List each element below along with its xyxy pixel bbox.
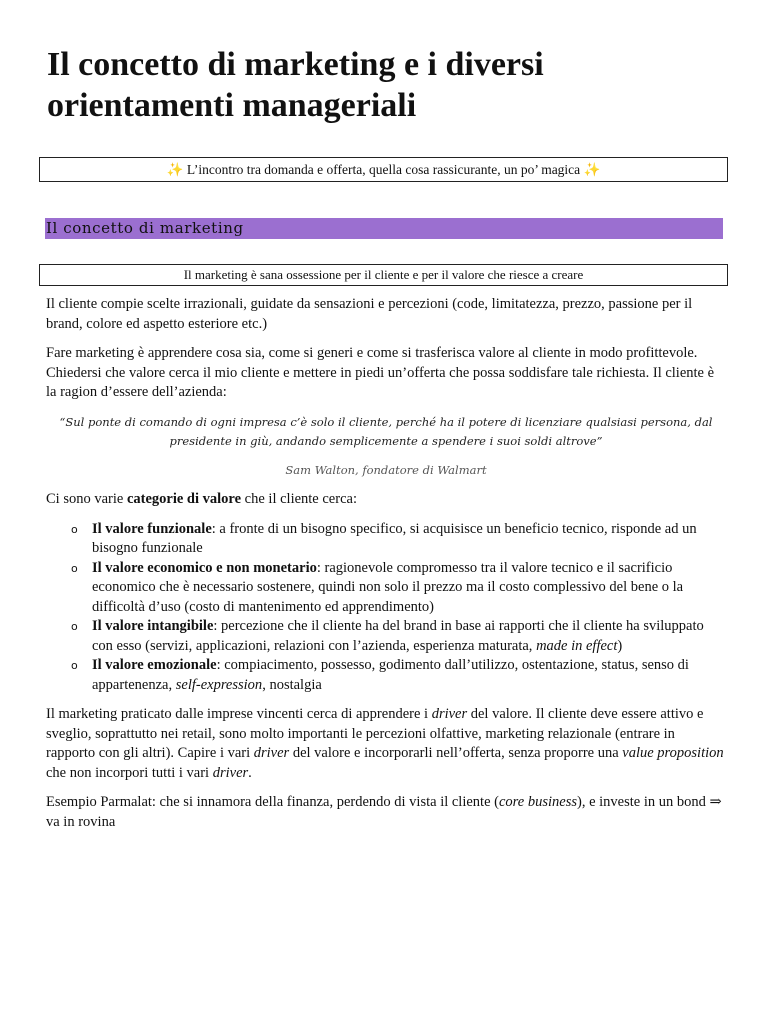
- paragraph-doing-marketing: Fare marketing è apprendere cosa sia, come si generi e come si trasferisca valore al cliente in modo profittevole. Chiedersi che valore cerca il mio cliente e mettere in piedi un’offerta che possa soddisfare tale richiesta. Il cliente è la ragion d’essere dell’azienda:: [46, 345, 715, 400]
- page-title: Il concetto di marketing e i diversi orientamenti manageriali: [47, 46, 544, 124]
- list-item-after: , nostalgia: [262, 676, 322, 693]
- section-heading: Il concetto di marketing: [45, 218, 723, 239]
- paragraph-parmalat-example: [46, 793, 726, 832]
- quote-text: “Sul ponte di comando di ogni impresa c’è solo il cliente, perché ha il potere di licenziare qualsiasi persona, dal presidente in giù, andando semplicemente a spendere i suoi soldi altrove”: [59, 414, 713, 448]
- bullet-icon: o: [71, 659, 78, 672]
- tagline-box: ✨ L’incontro tra domanda e offerta, quella cosa rassicurante, un po’ magica ✨: [39, 157, 728, 182]
- list-item-economic-value: [46, 559, 726, 618]
- drivers-text-1: Il marketing praticato dalle imprese vincenti cerca di apprendere i: [46, 706, 432, 722]
- list-item-emphasis: made in effect: [536, 637, 618, 654]
- example-text-1: Esempio Parmalat: che si innamora della finanza, perdendo di vista il cliente (: [46, 794, 499, 810]
- list-item-label: Il valore economico e non monetario: [92, 559, 317, 576]
- drivers-emphasis-3: value proposition: [622, 745, 724, 761]
- list-item-text: : percezione che il cliente ha del brand in base ai rapporti che il cliente ha sviluppato con esso (servizi, applicazioni, relazioni con l’azienda, esperienza maturata,: [92, 618, 704, 654]
- list-item-label: Il valore funzionale: [92, 520, 212, 537]
- drivers-text-4: che non incorpori tutti i vari: [46, 764, 213, 781]
- list-item-functional-value: [46, 520, 726, 559]
- bullet-icon: o: [71, 522, 78, 536]
- bullet-icon: o: [71, 620, 78, 633]
- value-categories-list: [46, 520, 726, 696]
- bullet-icon: o: [71, 561, 78, 575]
- list-item-intangible-value: [46, 617, 726, 656]
- categories-intro-bold: categorie di valore: [126, 491, 242, 507]
- example-text-2: ), e investe in un bond ⇒ va in rovina: [46, 794, 722, 830]
- example-emphasis: core business: [498, 794, 577, 810]
- drivers-emphasis-2: driver: [253, 745, 290, 761]
- list-item-after: ): [617, 637, 623, 654]
- list-item-text: : ragionevole compromesso tra il valore tecnico e il sacrificio economico che è necessario sostenere, quindi non solo il prezzo ma il costo complessivo del bene o la difficoltà d’uso (costo di mantenimento ed apprendimento): [92, 559, 684, 615]
- list-item-emotional-value: [46, 656, 726, 695]
- drivers-text-5: .: [248, 764, 252, 781]
- categories-intro: [46, 490, 726, 510]
- categories-intro-before: Ci sono varie: [46, 491, 127, 507]
- list-item-text: : compiacimento, possesso, godimento dall’utilizzo, ostentazione, status, senso di appartenenza,: [92, 657, 689, 693]
- list-item-label: Il valore intangibile: [92, 618, 214, 634]
- body-text: [46, 295, 726, 842]
- paragraph-irrational-choices: Il cliente compie scelte irrazionali, guidate da sensazioni e percezioni (code, limitatezza, prezzo, passione per il brand, colore ed aspetto esteriore etc.): [46, 296, 693, 332]
- list-item-emphasis: self-expression: [175, 676, 263, 693]
- drivers-emphasis-1: driver: [431, 706, 468, 722]
- quote-author: Sam Walton, fondatore di Walmart: [285, 462, 487, 477]
- callout-box: Il marketing è sana ossessione per il cliente e per il valore che riesce a creare: [39, 264, 728, 286]
- list-item-label: Il valore emozionale: [92, 657, 217, 673]
- paragraph-value-drivers: [46, 705, 726, 783]
- drivers-text-3: del valore e incorporarli nell’offerta, senza proporre una: [289, 745, 623, 761]
- drivers-text-2: del valore. Il cliente deve essere attivo e sveglio, soprattutto nei retail, sono molto importanti le percezioni olfattive, marketing relazionale (entrare in rapporto con gli altri). Capire i vari: [46, 706, 704, 761]
- drivers-emphasis-4: driver: [212, 764, 249, 781]
- categories-intro-after: che il cliente cerca:: [241, 491, 357, 507]
- list-item-text: : a fronte di un bisogno specifico, si acquisisce un beneficio tecnico, risponde ad un bisogno funzionale: [92, 520, 697, 556]
